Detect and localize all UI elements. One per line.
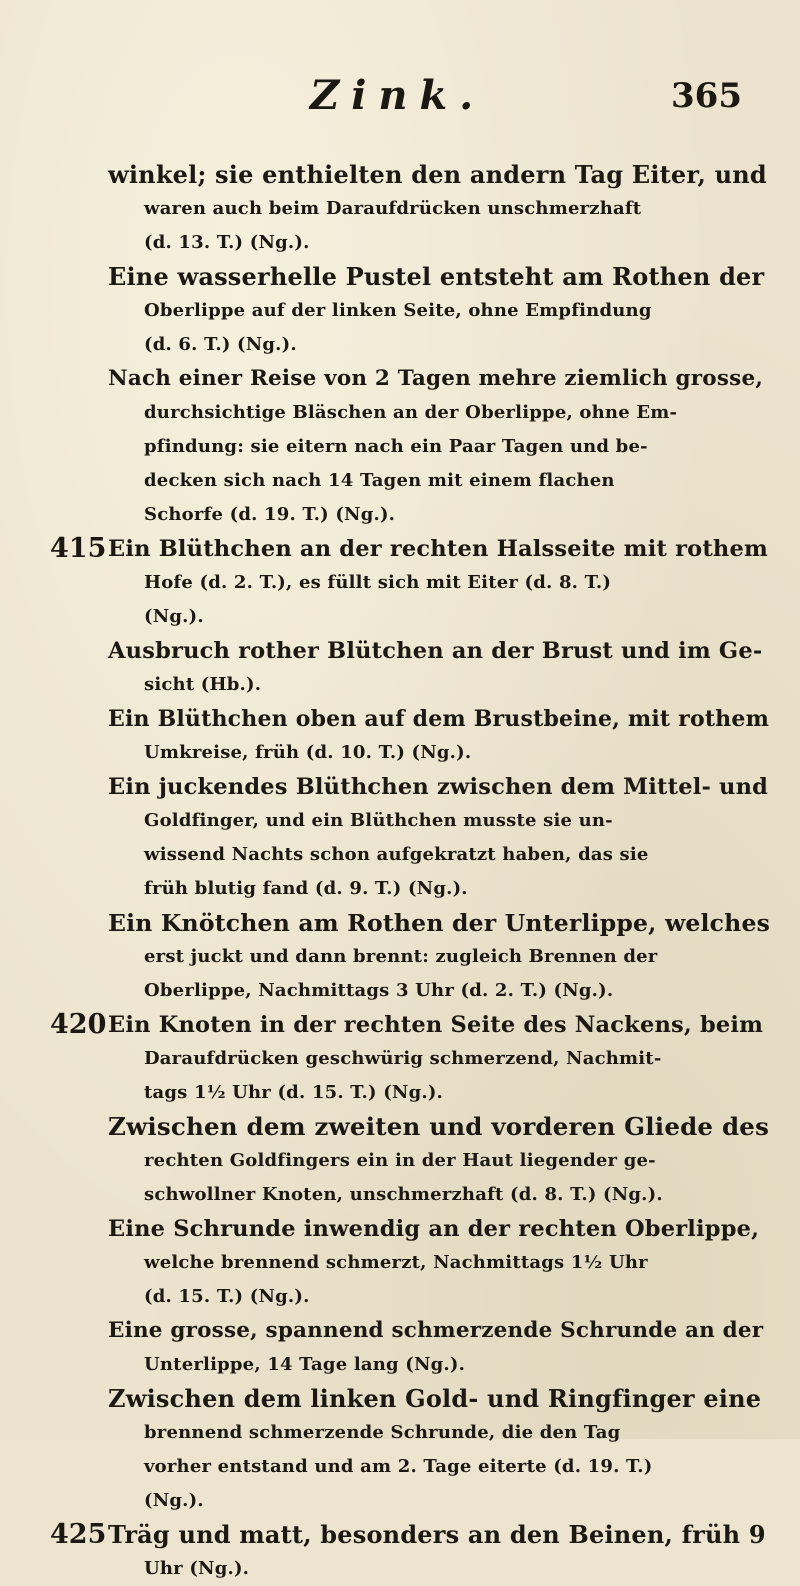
text-line: Träg und matt, besonders an den Beinen, früh 9 xyxy=(108,1520,766,1549)
symptom-entry xyxy=(50,1382,770,1518)
line-number: 425 xyxy=(50,1519,107,1550)
text-line: waren auch beim Daraufdrücken unschmerzhaft xyxy=(144,198,642,219)
page-number: 365 xyxy=(671,76,742,116)
symptom-entry xyxy=(50,532,770,634)
symptom-entry xyxy=(50,362,770,532)
symptom-entry xyxy=(50,770,770,906)
text-line: Goldfinger, und ein Blüthchen musste sie un- xyxy=(144,810,613,831)
text-line: Eine wasserhelle Pustel entsteht am Rothen der xyxy=(108,262,765,291)
symptom-entry xyxy=(50,1314,770,1382)
text-line: Zwischen dem linken Gold- und Ringfinger eine xyxy=(108,1384,762,1413)
text-line: Oberlippe, Nachmittags 3 Uhr (d. 2. T.) (Ng.). xyxy=(144,980,614,1001)
text-line: Ein Blüthchen an der rechten Halsseite mit rothem xyxy=(108,536,769,562)
text-line: (d. 15. T.) (Ng.). xyxy=(144,1286,310,1307)
symptom-entry xyxy=(50,634,770,702)
text-line: Oberlippe auf der linken Seite, ohne Empfindung xyxy=(144,300,652,321)
text-line: (Ng.). xyxy=(144,1490,204,1511)
symptom-entry xyxy=(50,702,770,770)
text-line: Daraufdrücken geschwürig schmerzend, Nachmit- xyxy=(144,1048,662,1069)
text-line: Nach einer Reise von 2 Tagen mehre ziemlich grosse, xyxy=(108,366,764,391)
running-head: Zink. xyxy=(310,72,486,119)
symptom-entry xyxy=(50,906,770,1008)
text-line: brennend schmerzende Schrunde, die den Tag xyxy=(144,1422,621,1443)
symptom-entry xyxy=(50,1008,770,1110)
text-line: (d. 6. T.) (Ng.). xyxy=(144,334,297,355)
text-line: pfindung: sie eitern nach ein Paar Tagen und be- xyxy=(144,436,648,457)
line-number: 420 xyxy=(50,1009,107,1040)
text-line: erst juckt und dann brennt: zugleich Brennen der xyxy=(144,946,658,967)
text-line: Ausbruch rother Blütchen an der Brust und im Ge- xyxy=(108,638,763,664)
text-line: Umkreise, früh (d. 10. T.) (Ng.). xyxy=(144,742,472,763)
text-body xyxy=(50,158,770,1586)
text-line: durchsichtige Bläschen an der Oberlippe, ohne Em- xyxy=(144,402,678,423)
page-header xyxy=(0,72,800,132)
text-line: Ein Knoten in der rechten Seite des Nackens, beim xyxy=(108,1012,764,1038)
symptom-entry xyxy=(50,1518,770,1586)
text-line: Schorfe (d. 19. T.) (Ng.). xyxy=(144,504,396,525)
text-line: rechten Goldfingers ein in der Haut liegender ge- xyxy=(144,1150,656,1171)
text-line: (Ng.). xyxy=(144,606,204,627)
symptom-entry xyxy=(50,260,770,362)
text-line: sicht (Hb.). xyxy=(144,674,262,695)
text-line: Hofe (d. 2. T.), es füllt sich mit Eiter (d. 8. T.) xyxy=(144,572,612,593)
text-line: Ein juckendes Blüthchen zwischen dem Mittel- und xyxy=(108,774,769,800)
text-line: (d. 13. T.) (Ng.). xyxy=(144,232,310,253)
text-line: tags 1½ Uhr (d. 15. T.) (Ng.). xyxy=(144,1082,444,1103)
text-line: vorher entstand und am 2. Tage eiterte (d. 19. T.) xyxy=(144,1456,653,1477)
text-line: schwollner Knoten, unschmerzhaft (d. 8. T.) (Ng.). xyxy=(144,1184,663,1205)
text-line: Zwischen dem zweiten und vorderen Gliede des xyxy=(108,1112,770,1141)
text-line: Eine grosse, spannend schmerzende Schrunde an der xyxy=(108,1318,764,1343)
text-line: Eine Schrunde inwendig an der rechten Oberlippe, xyxy=(108,1216,760,1242)
text-line: Ein Knötchen am Rothen der Unterlippe, welches xyxy=(108,909,771,937)
symptom-entry xyxy=(50,158,770,260)
symptom-entry xyxy=(50,1110,770,1212)
text-line: welche brennend schmerzt, Nachmittags 1½ Uhr xyxy=(144,1252,648,1273)
text-line: Unterlippe, 14 Tage lang (Ng.). xyxy=(144,1354,466,1375)
text-line: früh blutig fand (d. 9. T.) (Ng.). xyxy=(144,878,468,899)
text-line: wissend Nachts schon aufgekratzt haben, das sie xyxy=(144,844,649,865)
text-line: Ein Blüthchen oben auf dem Brustbeine, mit rothem xyxy=(108,706,770,732)
text-line: Uhr (Ng.). xyxy=(144,1558,250,1579)
text-line: winkel; sie enthielten den andern Tag Eiter, und xyxy=(108,160,767,189)
line-number: 415 xyxy=(50,533,107,564)
symptom-entry xyxy=(50,1212,770,1314)
text-line: decken sich nach 14 Tagen mit einem flachen xyxy=(144,470,615,491)
